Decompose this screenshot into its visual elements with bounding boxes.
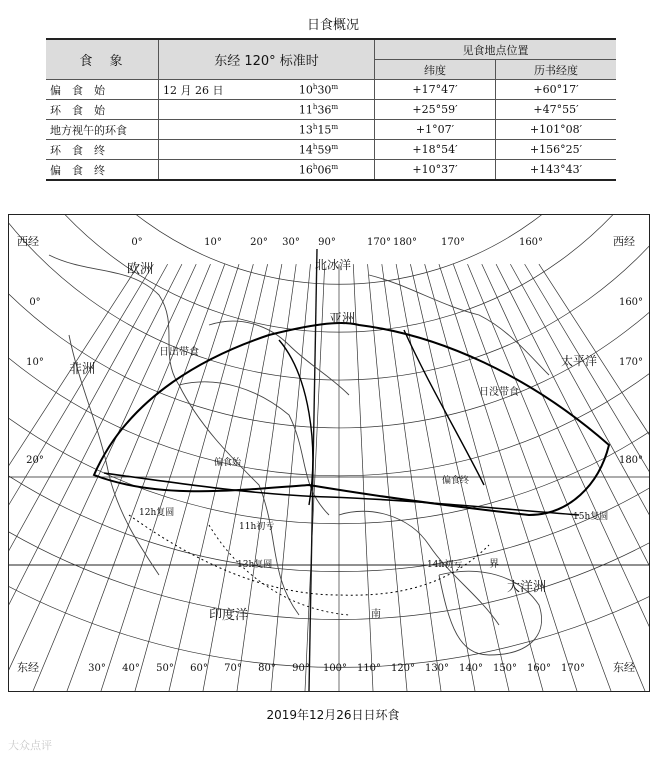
table-row	[46, 140, 616, 160]
top-longitude-tick: 170°	[440, 237, 466, 248]
bottom-longitude-tick: 40°	[122, 663, 140, 674]
date-cell	[159, 140, 264, 160]
annotation-partial-start: 偏食始	[214, 458, 242, 468]
bottom-longitude-tick: 140°	[458, 663, 484, 674]
latitude-cell: +18°54′	[375, 140, 496, 160]
top-longitude-tick: 160°	[518, 237, 544, 248]
eclipse-map	[9, 215, 649, 691]
annotation-boundary: 界	[489, 559, 499, 570]
annular-path	[104, 473, 579, 515]
date-cell	[159, 160, 264, 181]
map-frame	[8, 214, 650, 692]
meridian-line	[271, 264, 310, 691]
annotation-sunrise-band: 日出带食	[159, 347, 199, 358]
table-row	[46, 160, 616, 181]
bottom-longitude-tick: 120°	[390, 663, 416, 674]
parallel-arc	[9, 215, 649, 620]
time-hour: 10	[298, 83, 313, 97]
meridian-line	[482, 264, 649, 691]
corner-label-east-left: 东经	[17, 661, 39, 674]
longitude-cell: +143°43′	[496, 160, 617, 181]
bottom-longitude-tick: 60°	[190, 663, 208, 674]
time-hour: 16	[298, 163, 313, 177]
meridian-line	[510, 264, 649, 691]
region-label-europe: 欧洲	[127, 262, 154, 277]
top-longitude-tick: 170°	[366, 237, 392, 248]
table-body	[46, 80, 616, 181]
header-location: 见食地点位置	[375, 39, 617, 60]
header-time: 东经 120° 标准时	[159, 39, 375, 80]
latitude-cell: +17°47′	[375, 80, 496, 100]
annotation-south: 南	[371, 609, 381, 620]
bottom-longitude-tick: 160°	[526, 663, 552, 674]
bottom-longitude-tick: 170°	[560, 663, 586, 674]
region-label-oceania: 大洋洲	[507, 580, 547, 595]
header-latitude: 纬度	[375, 60, 496, 80]
meridian-line	[9, 264, 182, 691]
bottom-longitude-tick: 90°	[292, 663, 310, 674]
corner-label-west-right: 西经	[613, 235, 635, 248]
time-hour: 13	[298, 123, 313, 137]
corner-label-east: 东经	[613, 661, 635, 674]
bottom-longitude-tick: 150°	[492, 663, 518, 674]
longitude-cell: +60°17′	[496, 80, 617, 100]
date-cell: 12 月 26 日	[159, 80, 264, 100]
longitude-cell: +156°25′	[496, 140, 617, 160]
top-longitude-tick: 0°	[131, 237, 143, 248]
parallel-arc	[9, 215, 649, 476]
meridian-line	[203, 264, 282, 691]
time-minute: 59	[317, 143, 332, 157]
annotation-partial-end: 偏食终	[442, 476, 470, 486]
coastlines	[49, 255, 549, 655]
left-latitude-tick: 10°	[26, 357, 44, 368]
latitude-cell: +1°07′	[375, 120, 496, 140]
annotation-14h-first-contact: 14h初亏	[427, 560, 463, 570]
latitude-cell: +10°37′	[375, 160, 496, 181]
top-longitude-tick: 90°	[318, 237, 336, 248]
phase-cell: 环 食 始	[46, 100, 159, 120]
meridian-line	[9, 264, 168, 691]
time-cell: 13$^h$15$^m$	[263, 120, 375, 140]
top-longitude-tick: 30°	[282, 237, 300, 248]
bottom-longitude-tick: 70°	[224, 663, 242, 674]
meridian-line	[368, 264, 407, 691]
region-label-pacific: 太平洋	[561, 354, 598, 368]
table-row	[46, 120, 616, 140]
bottom-longitude-tick: 100°	[322, 663, 348, 674]
left-latitude-tick: 0°	[29, 297, 41, 308]
annotation-sunset-band: 日没带食	[479, 387, 519, 398]
time-cell: 10$^h$30$^m$	[263, 80, 375, 100]
time-minute: 15	[317, 123, 332, 137]
map-labels	[17, 235, 643, 674]
bottom-longitude-tick: 30°	[88, 663, 106, 674]
phase-cell: 偏 食 终	[46, 160, 159, 181]
right-latitude-tick: 160°	[618, 297, 644, 308]
annotation-11h-first-contact: 11h初亏	[239, 522, 275, 532]
table-row	[46, 80, 616, 100]
time-cell: 11$^h$36$^m$	[263, 100, 375, 120]
right-latitude-tick: 180°	[618, 455, 644, 466]
date-cell	[159, 120, 264, 140]
annotation-12h-last-contact: 12h复圆	[139, 508, 175, 518]
header-phenomenon: 食 象	[46, 39, 159, 80]
meridian-line	[453, 264, 611, 691]
bottom-longitude-tick: 80°	[258, 663, 276, 674]
longitude-cell: +101°08′	[496, 120, 617, 140]
bottom-longitude-tick: 50°	[156, 663, 174, 674]
meridian-line	[237, 264, 296, 691]
right-latitude-tick: 170°	[618, 357, 644, 368]
parallel-arc	[9, 215, 649, 667]
top-longitude-tick: 10°	[204, 237, 222, 248]
header-longitude: 历书经度	[496, 60, 617, 80]
figure-caption: 2019年12月26日日环食	[266, 708, 400, 722]
phase-cell: 偏 食 始	[46, 80, 159, 100]
time-cell: 16$^h$06$^m$	[263, 160, 375, 181]
meridian-line	[67, 264, 225, 691]
corner-label-west: 西经	[17, 235, 39, 248]
bottom-longitude-tick: 130°	[424, 663, 450, 674]
annotation-13h-last-contact: 13h复圆	[237, 560, 273, 570]
phase-cell: 环 食 终	[46, 140, 159, 160]
left-latitude-tick: 20°	[26, 455, 44, 466]
longitude-cell: +47°55′	[496, 100, 617, 120]
meridian-line	[135, 264, 253, 691]
watermark: 大众点评	[8, 739, 52, 752]
meridian-line	[496, 264, 649, 691]
region-label-indian-ocean: 印度洋	[209, 608, 249, 623]
table-title: 日食概况	[306, 18, 359, 33]
meridian-line	[382, 264, 441, 691]
date-cell	[159, 100, 264, 120]
table-row	[46, 100, 616, 120]
eclipse-summary-table	[46, 38, 616, 181]
latitude-cell: +25°59′	[375, 100, 496, 120]
time-minute: 36	[317, 103, 332, 117]
bottom-longitude-tick: 110°	[356, 663, 382, 674]
region-label-arctic: 北冰洋	[315, 258, 352, 272]
region-label-asia: 亚洲	[329, 312, 356, 327]
time-minute: 06	[317, 163, 332, 177]
time-hour: 11	[298, 103, 313, 117]
time-hour: 14	[298, 143, 313, 157]
time-cell: 14$^h$59$^m$	[263, 140, 375, 160]
meridian-line	[353, 264, 373, 691]
coastline	[339, 511, 499, 625]
top-longitude-tick: 180°	[392, 237, 418, 248]
top-longitude-tick: 20°	[250, 237, 268, 248]
time-contour	[129, 515, 489, 595]
region-label-africa: 非洲	[69, 362, 96, 377]
annotation-15h-last-contact: 15h复圆	[573, 512, 609, 522]
time-minute: 30	[317, 83, 332, 97]
phase-cell: 地方视午的环食	[46, 120, 159, 140]
